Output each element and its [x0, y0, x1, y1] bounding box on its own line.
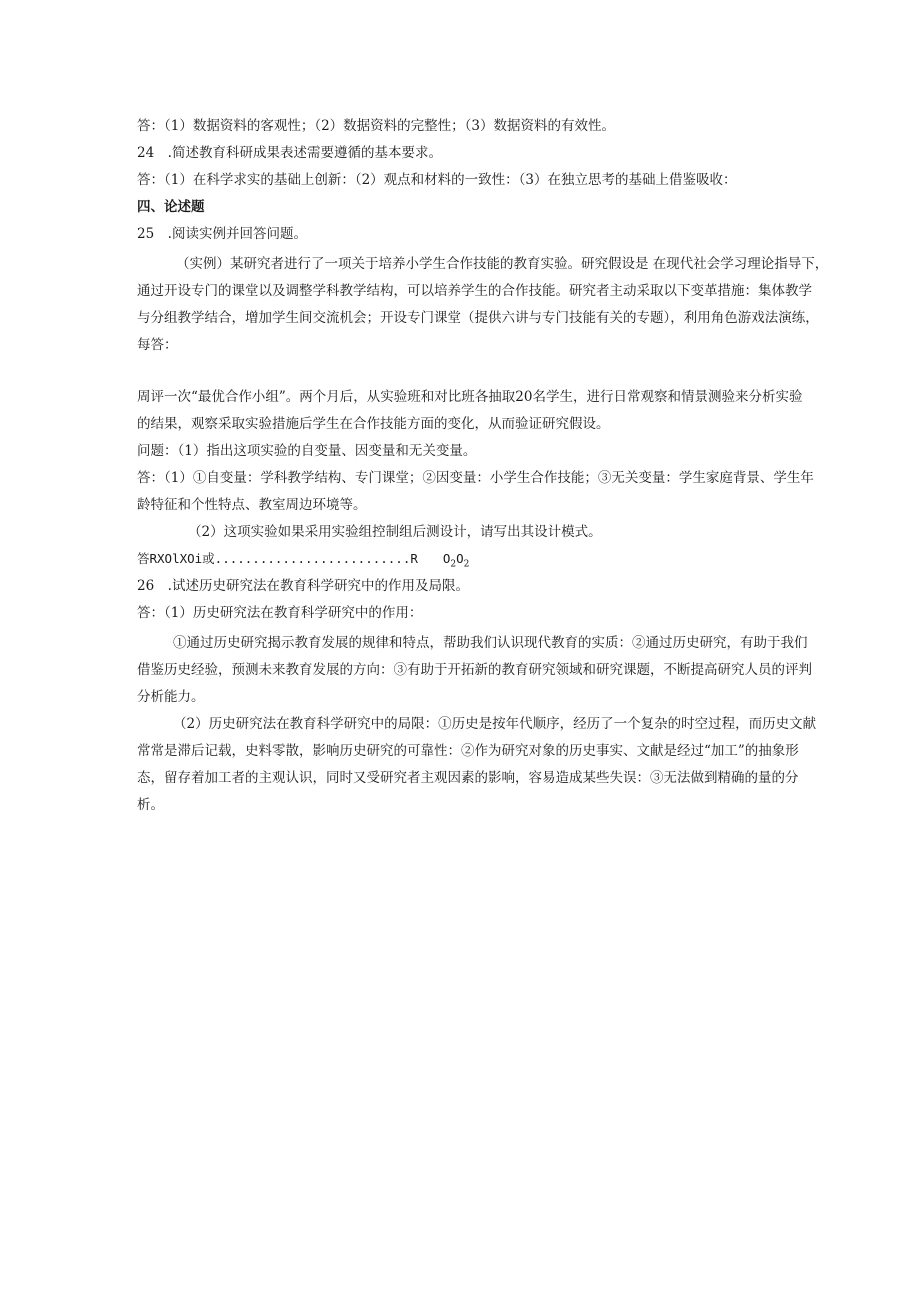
section-heading: 四、论述题 — [137, 199, 205, 215]
question-26: 26 .试述历史研究法在教育科学研究中的作用及局限。 — [137, 578, 469, 594]
question-25-1: 问题：（1）指出这项实验的自变量、因变量和无关变量。 — [137, 443, 477, 459]
case-paragraph-line: 每答： — [137, 337, 178, 353]
subscript: 2 — [450, 559, 457, 570]
answer-25-2 — [137, 549, 847, 575]
answer-26-2-para: 析。 — [137, 797, 164, 813]
design-formula-o: O — [456, 551, 464, 566]
question-25: 25 .阅读实例并回答问题。 — [137, 226, 307, 242]
answer-26-1-para: 借鉴历史经验，预测未来教育发展的方向：③有助于开拓新的教育研究领域和研究课题，不断提高研究人员的评判 — [137, 662, 812, 678]
answer-24: 答：（1）在科学求实的基础上创新：（2）观点和材料的一致性：（3）在独立思考的基础上借鉴吸收： — [137, 172, 737, 188]
question-25-2: （2）这项实验如果采用实验组控制组后测设计，请写出其设计模式。 — [188, 524, 602, 540]
case-paragraph-line: 的结果，观察采取实验措施后学生在合作技能方面的变化，从而验证研究假设。 — [137, 416, 610, 432]
case-paragraph-line: 与分组教学结合，增加学生间交流机会；开设专门课堂（提供六讲与专门技能有关的专题），利用角色游戏法演练， — [137, 310, 819, 326]
answer-26-1-para: 分析能力。 — [137, 689, 205, 705]
case-paragraph-line: 周评一次“最优合作小组”。两个月后，从实验班和对比班各抽取20名学生，进行日常观察和情景测验来分析实验 — [137, 389, 803, 405]
answer-25-1-cont: 龄特征和个性特点、教室周边环境等。 — [137, 497, 367, 513]
subscript: 2 — [463, 559, 470, 570]
answer-26-2-para: 态，留存着加工者的主观认识，同时又受研究者主观因素的影响，容易造成某些失误：③无法做到精确的量的分 — [137, 770, 799, 786]
answer-26-1-para: ①通过历史研究揭示教育发展的规律和特点，帮助我们认识现代教育的实质：②通过历史研究，有助于我们 — [173, 635, 808, 651]
answer-25-1: 答：（1）①自变量：学科教学结构、专门课堂；②因变量：小学生合作技能；③无关变量：学生家庭背景、学生年 — [137, 470, 814, 486]
question-24: 24 .简述教育科研成果表述需要遵循的基本要求。 — [137, 145, 442, 161]
answer-26-2-para: （2）历史研究法在教育科学研究中的局限：①历史是按年代顺序，经历了一个复杂的时空过程，而历史文献 — [173, 716, 817, 732]
design-formula: 答RXOlXOi或..........................R O — [137, 551, 451, 566]
case-paragraph-line: （实例）某研究者进行了一项关于培养小学生合作技能的教育实验。研究假设是 在现代社会学习理论指导下， — [176, 256, 829, 272]
case-paragraph-line: 通过开设专门的课堂以及调整学科教学结构，可以培养学生的合作技能。研究者主动采取以下变革措施：集体教学 — [137, 283, 812, 299]
answer-26-1: 答：（1）历史研究法在教育科学研究中的作用： — [137, 605, 423, 621]
answer-26-2-para: 常常是滞后记载，史料零散，影响历史研究的可靠性：②作为研究对象的历史事实、文献是经过“加工”的抽象形 — [137, 743, 799, 759]
answer-line: 答：（1）数据资料的客观性；（2）数据资料的完整性；（3）数据资料的有效性。 — [137, 118, 616, 134]
